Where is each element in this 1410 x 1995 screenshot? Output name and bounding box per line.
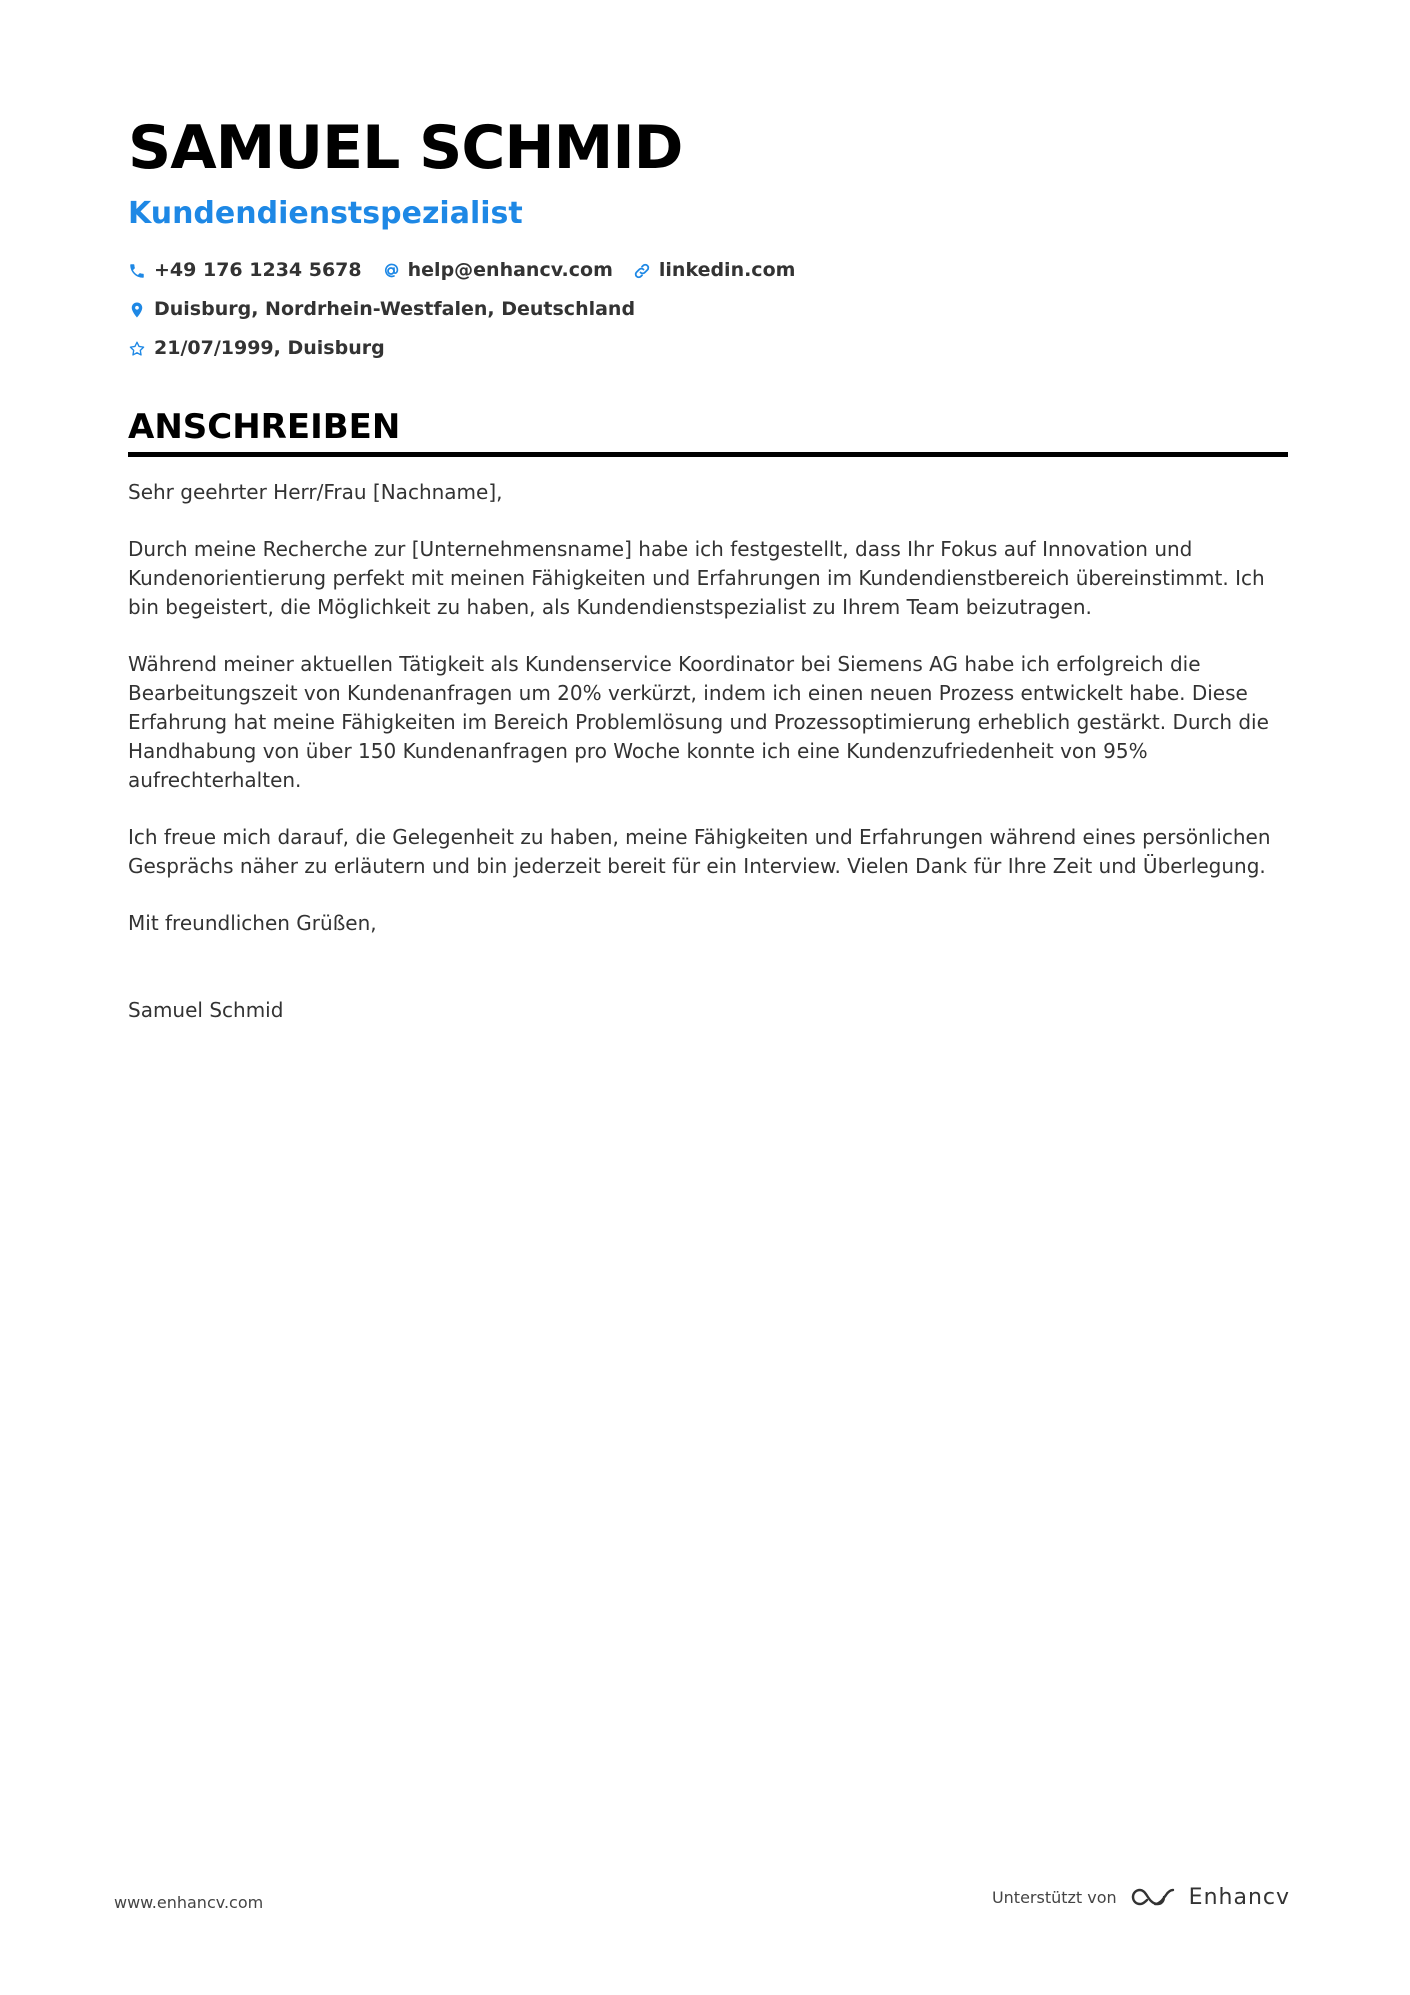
linkedin-link: linkedin.com (658, 259, 796, 281)
contact-info (128, 256, 1288, 363)
header (128, 110, 1288, 363)
birth-info: 21/07/1999, Duisburg (154, 337, 385, 359)
powered-by-text: Unterstützt von (991, 1887, 1117, 1907)
section-title: ANSCHREIBEN (128, 407, 401, 447)
contact-linkedin (633, 256, 796, 285)
enhancv-logo-text: Enhancv (1188, 1884, 1290, 1910)
section-divider (128, 452, 1288, 457)
footer-website[interactable]: www.enhancv.com (114, 1893, 264, 1912)
candidate-role: Kundendienstspezialist (128, 196, 523, 231)
location-text: Duisburg, Nordrhein-Westfalen, Deutschland (154, 298, 636, 320)
signature: Samuel Schmid (128, 998, 284, 1022)
location-pin-icon (128, 301, 146, 319)
birth-row (128, 334, 1288, 363)
enhancv-logo-icon (1129, 1884, 1177, 1910)
letter-body (128, 478, 1288, 1053)
closing: Mit freundlichen Grüßen, (128, 911, 377, 935)
footer-branding (992, 1884, 1290, 1910)
contact-phone (128, 256, 362, 285)
link-icon (633, 262, 651, 280)
star-icon (128, 340, 146, 358)
paragraph-1: Durch meine Recherche zur [Unternehmensname] habe ich festgestellt, dass Ihr Fokus auf Innovation und Kundenorientierung perfekt mit meinen Fähigkeiten und Erfahrungen im Kundendienstbereich übereinstimmt. Ich bin begeistert, die Möglichkeit zu haben, als Kundendienstspezialist zu Ihrem Team beizutragen. (128, 537, 1265, 619)
contact-location (128, 295, 635, 324)
phone-icon (128, 262, 146, 280)
salutation: Sehr geehrter Herr/Frau [Nachname], (128, 480, 503, 504)
candidate-name: SAMUEL SCHMID (128, 113, 683, 183)
section-header (128, 406, 1288, 457)
contact-birth (128, 334, 385, 363)
paragraph-3: Ich freue mich darauf, die Gelegenheit zu haben, meine Fähigkeiten und Erfahrungen während eines persönlichen Gesprächs näher zu erläutern und bin jederzeit bereit für ein Interview. Vielen Dank für Ihre Zeit und Überlegung. (128, 825, 1271, 878)
email-address: help@enhancv.com (407, 259, 613, 281)
phone-number: +49 176 1234 5678 (154, 259, 362, 281)
paragraph-2: Während meiner aktuellen Tätigkeit als Kundenservice Koordinator bei Siemens AG habe ich erfolgreich die Bearbeitungszeit von Kundenanfragen um 20% verkürzt, indem ich einen neuen Prozess entwickelt habe. Diese Erfahrung hat meine Fähigkeiten im Bereich Problemlösung und Prozessoptimierung erheblich gestärkt. Durch die Handhabung von über 150 Kundenanfragen pro Woche konnte ich eine Kundenzufriedenheit von 95% aufrechterhalten. (128, 652, 1269, 792)
contact-email (382, 256, 613, 285)
at-icon (382, 262, 400, 280)
